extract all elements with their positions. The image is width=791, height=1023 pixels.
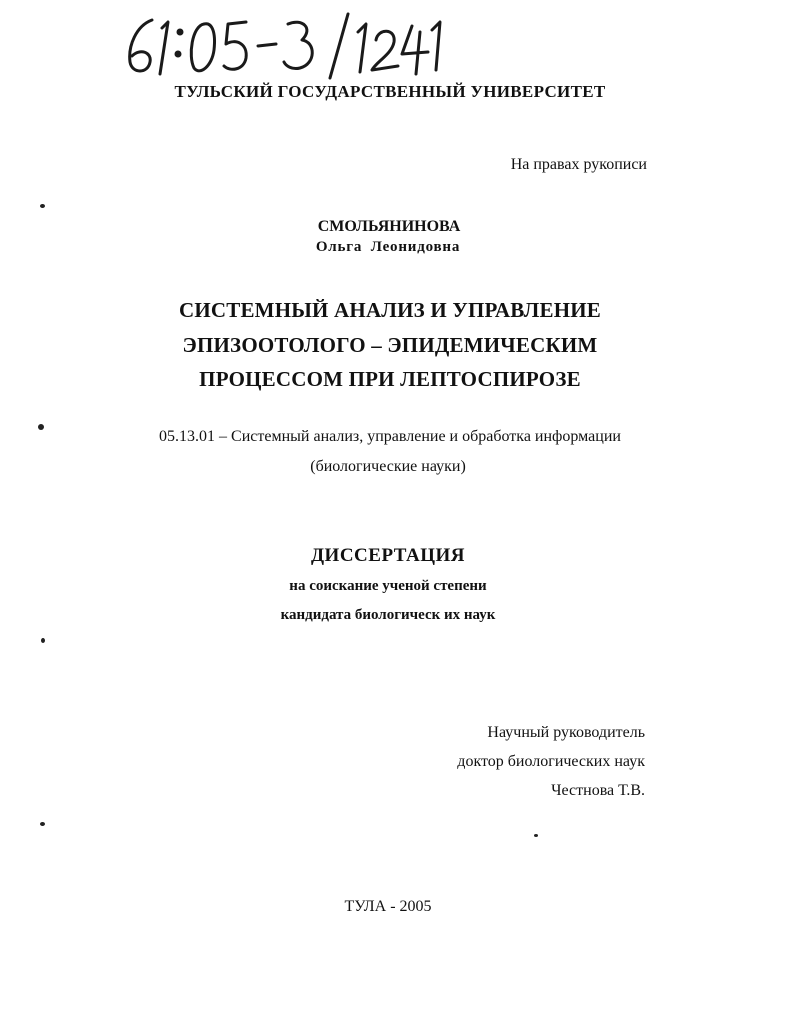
scan-speck xyxy=(40,204,45,208)
place-and-year: ТУЛА - 2005 xyxy=(344,898,432,915)
university-name: ТУЛЬСКИЙ ГОСУДАРСТВЕННЫЙ УНИВЕРСИТЕТ xyxy=(174,82,606,101)
author-given-names: Ольга Леонидовна xyxy=(315,239,461,255)
thesis-title-line-3: ПРОЦЕССОМ ПРИ ЛЕПТОСПИРОЗЕ xyxy=(199,367,581,391)
supervisor-role: Научный руководитель xyxy=(487,724,645,741)
specialty-code: 05.13.01 – Системный анализ, управление и обработка информации xyxy=(159,428,621,445)
author-surname: СМОЛЬЯНИНОВА xyxy=(317,218,461,235)
handwritten-archive-code xyxy=(118,10,448,82)
supervisor-name: Честнова Т.В. xyxy=(551,782,645,799)
thesis-title-line-1: СИСТЕМНЫЙ АНАЛИЗ И УПРАВЛЕНИЕ xyxy=(179,298,601,322)
science-field: (биологические науки) xyxy=(310,458,466,475)
degree-line-2: кандидата биологическ их наук xyxy=(280,607,496,623)
degree-line-1: на соискание ученой степени xyxy=(289,578,487,594)
scan-speck xyxy=(38,424,44,430)
scan-speck xyxy=(534,834,538,837)
document-type-label: ДИССЕРТАЦИЯ xyxy=(310,545,466,566)
scan-speck xyxy=(40,822,45,826)
supervisor-degree: доктор биологических наук xyxy=(457,753,645,770)
manuscript-rights-note: На правах рукописи xyxy=(510,156,647,173)
thesis-title-line-2: ЭПИЗООТОЛОГО – ЭПИДЕМИЧЕСКИМ xyxy=(182,333,598,357)
scan-speck xyxy=(41,638,45,643)
